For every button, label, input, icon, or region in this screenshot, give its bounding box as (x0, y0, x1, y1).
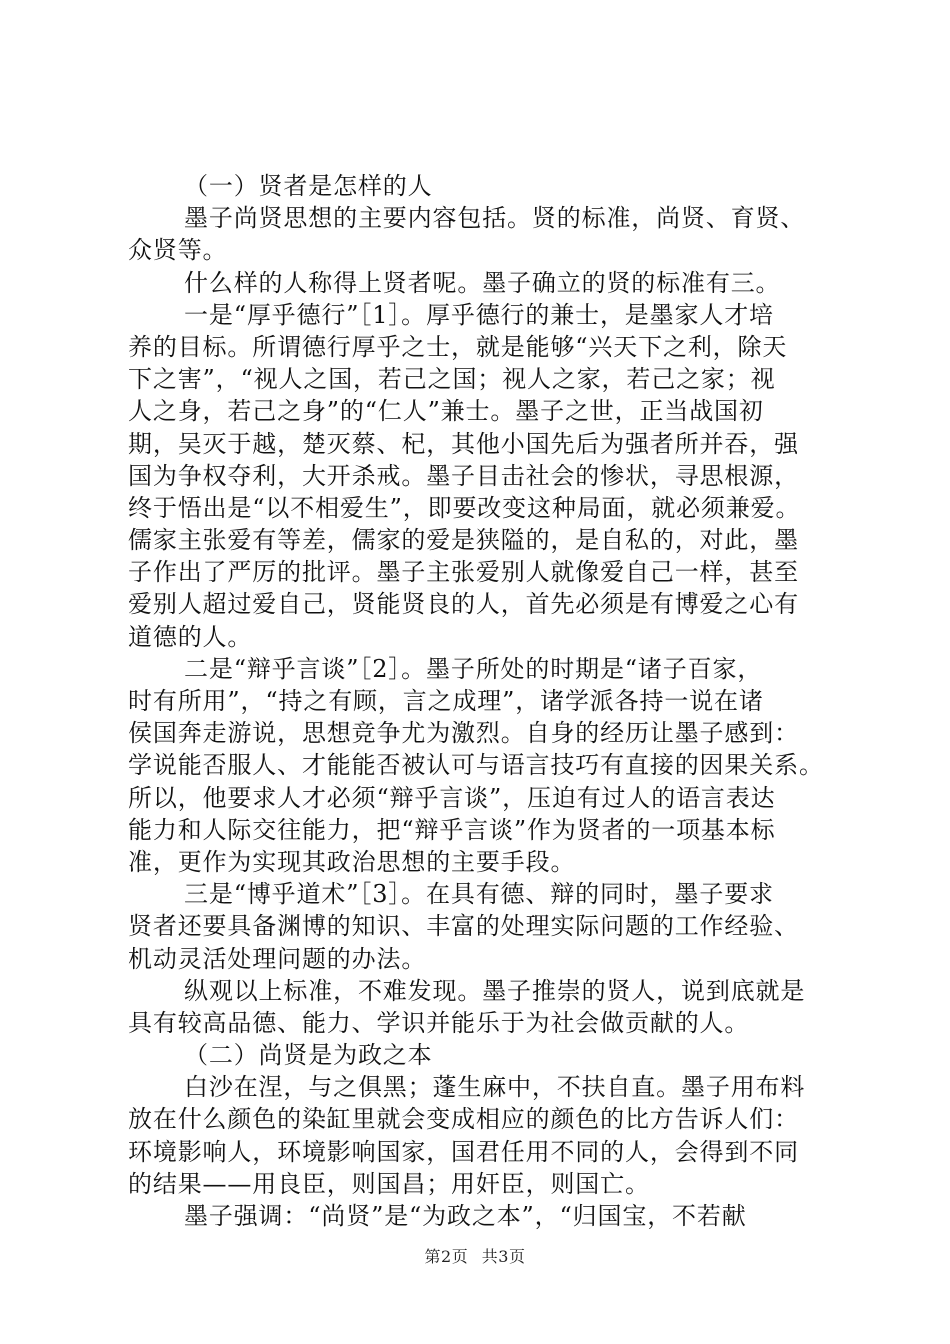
text-line: 爱别人超过爱自己，贤能贤良的人，首先必须是有博爱之心有 (128, 590, 799, 619)
text-line: 儒家主张爱有等差，儒家的爱是狭隘的，是自私的，对此，墨 (128, 526, 799, 555)
text-line: 放在什么颜色的染缸里就会变成相应的颜色的比方告诉人们： (128, 1105, 799, 1134)
text-line: 下之害”，“视人之国，若己之国；视人之家，若己之家；视 (128, 365, 776, 394)
text-line: 众贤等。 (128, 236, 228, 265)
text-line: 养的目标。所谓德行厚乎之士，就是能够“兴天下之利，除天 (128, 332, 788, 361)
text-line: 墨子尚贤思想的主要内容包括。贤的标准，尚贤、育贤、 (184, 204, 806, 233)
text-line: 能力和人际交往能力，把“辩乎言谈”作为贤者的一项基本标 (128, 815, 776, 844)
page-number: 第2页 (424, 1247, 469, 1266)
text-line: 三是“博乎道术”［3］。在具有德、辩的同时，墨子要求 (184, 880, 774, 909)
text-line: 准，更作为实现其政治思想的主要手段。 (128, 847, 576, 876)
document-body (128, 170, 832, 1232)
text-line: 人之身，若己之身”的“仁人”兼士。墨子之世，正当战国初 (128, 397, 764, 426)
text-line: 国为争权夺利，大开杀戒。墨子目击社会的惨状，寻思根源， (128, 461, 799, 490)
text-line: 道德的人。 (128, 622, 253, 651)
text-line: 所以，他要求人才必须“辩乎言谈”，压迫有过人的语言表达 (128, 783, 776, 812)
text-line: 贤者还要具备渊博的知识、丰富的处理实际问题的工作经验、 (128, 912, 799, 941)
text-line: 什么样的人称得上贤者呢。墨子确立的贤的标准有三。 (184, 268, 781, 297)
text-line: （一）贤者是怎样的人 (184, 172, 433, 200)
page-footer (0, 1244, 950, 1267)
text-line: 期，吴灭于越，楚灭蔡、杞，其他小国先后为强者所并吞，强 (128, 429, 799, 458)
text-line: 的结果——用良臣，则国昌；用奸臣，则国亡。 (128, 1169, 650, 1198)
text-line: 学说能否服人、才能能否被认可与语言技巧有直接的因果关系。 (128, 751, 824, 780)
text-line: 具有较高品德、能力、学识并能乐于为社会做贡献的人。 (128, 1008, 750, 1037)
text-line: 环境影响人，环境影响国家，国君任用不同的人，会得到不同 (128, 1137, 799, 1166)
page-total: 共3页 (481, 1247, 526, 1266)
text-line: 白沙在涅，与之俱黑；蓬生麻中，不扶自直。墨子用布料 (184, 1073, 806, 1102)
text-line: 子作出了严厉的批评。墨子主张爱别人就像爱自己一样，甚至 (128, 558, 799, 587)
text-line: （二）尚贤是为政之本 (184, 1041, 433, 1070)
text-line: 机动灵活处理问题的办法。 (128, 944, 427, 973)
text-line: 侯国奔走游说，思想竞争尤为激烈。自身的经历让墨子感到： (128, 719, 799, 748)
text-line: 一是“厚乎德行”［1］。厚乎德行的兼士，是墨家人才培 (184, 300, 774, 329)
text-line: 纵观以上标准，不难发现。墨子推崇的贤人，说到底就是 (184, 976, 806, 1005)
text-line: 二是“辩乎言谈”［2］。墨子所处的时期是“诸子百家， (184, 654, 763, 683)
text-line: 时有所用”，“持之有顾，言之成理”，诸学派各持一说在诸 (128, 687, 764, 715)
text-line: 墨子强调：“尚贤”是“为政之本”，“归国宝，不若献 (184, 1202, 747, 1230)
text-line: 终于悟出是“以不相爱生”，即要改变这种局面，就必须兼爱。 (128, 493, 801, 522)
